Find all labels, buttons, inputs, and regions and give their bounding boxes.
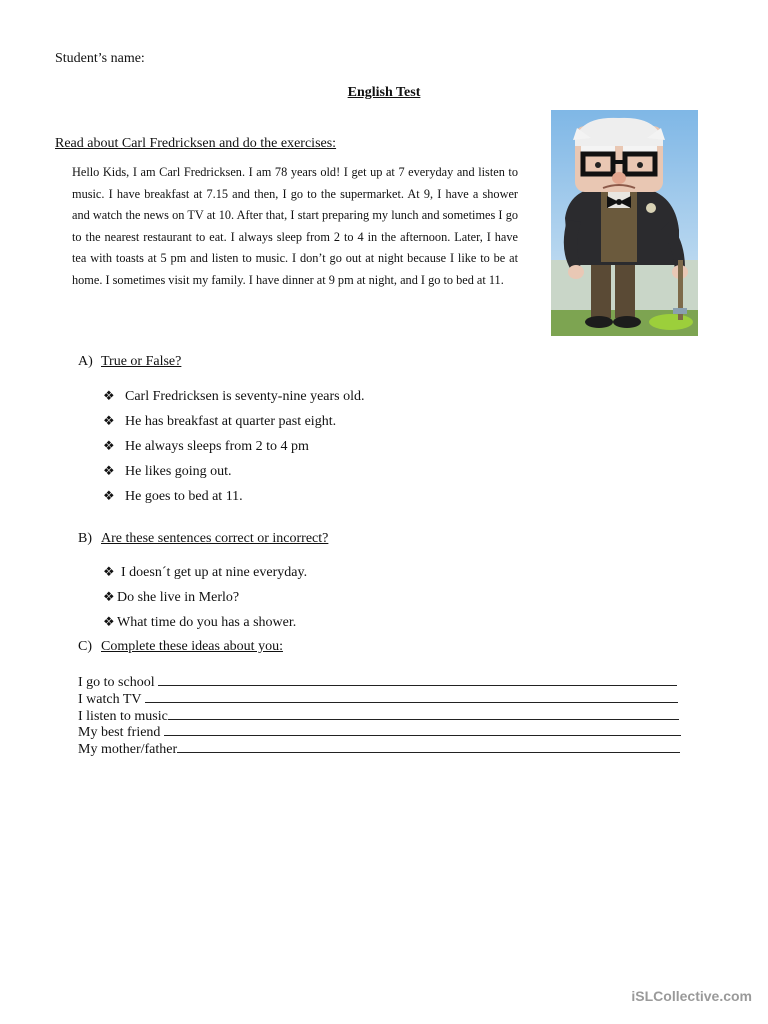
section-b-title: Are these sentences correct or incorrect? xyxy=(101,531,329,546)
reading-instruction: Read about Carl Fredricksen and do the exercises: xyxy=(55,136,337,151)
list-item: ❖ What time do you has a shower. xyxy=(103,614,297,630)
list-item: ❖ Carl Fredricksen is seventy-nine years old. xyxy=(103,388,365,404)
watermark: iSLCollective.com xyxy=(631,988,752,1004)
diamond-bullet-icon: ❖ xyxy=(103,463,115,478)
list-item: ❖ Do she live in Merlo? xyxy=(103,589,240,605)
list-item: ❖ He goes to bed at 11. xyxy=(103,488,243,504)
student-name-label: Student’s name: xyxy=(55,51,145,66)
list-item: ❖ I doesn´t get up at nine everyday. xyxy=(103,564,308,580)
diamond-bullet-icon: ❖ xyxy=(103,488,115,503)
diamond-bullet-icon: ❖ xyxy=(103,614,115,629)
list-item: ❖ He has breakfast at quarter past eight. xyxy=(103,413,337,429)
section-c-letter: C) xyxy=(78,639,92,654)
section-a-title: True or False? xyxy=(101,354,182,369)
diamond-bullet-icon: ❖ xyxy=(103,413,115,428)
answer-blank[interactable] xyxy=(158,673,677,686)
page-title: English Test xyxy=(347,85,421,100)
diamond-bullet-icon: ❖ xyxy=(103,589,115,604)
section-c-title: Complete these ideas about you: xyxy=(101,639,283,654)
diamond-bullet-icon: ❖ xyxy=(103,388,115,403)
fill-in-row: I go to school xyxy=(78,673,677,691)
answer-blank[interactable] xyxy=(164,723,681,736)
answer-blank[interactable] xyxy=(177,740,680,753)
diamond-bullet-icon: ❖ xyxy=(103,564,115,579)
section-a-letter: A) xyxy=(78,354,93,369)
section-b-letter: B) xyxy=(78,531,92,546)
fill-in-row: My mother/father xyxy=(78,740,680,758)
list-item: ❖ He likes going out. xyxy=(103,463,232,479)
reading-passage: Hello Kids, I am Carl Fredricksen. I am 78 years old! I get up at 7 everyday and listen to music. I have breakfast at 7.15 and then, I go to the supermarket. At 9, I have a shower and watch the news on TV at 10. After that, I start preparing my lunch and sometimes I go to the nearest restaurant to eat. I always sleep from 2 to 4 in the afternoon. Later, I have tea with toasts at 5 pm and listen to music. I don’t go out at night because I like to be at home. I sometimes visit my family. I have dinner at 9 pm at night, and I go to bed at 11. xyxy=(72,165,518,287)
fill-in-row: I listen to music xyxy=(78,707,679,725)
section-b-heading xyxy=(78,531,328,547)
list-item: ❖ He always sleeps from 2 to 4 pm xyxy=(103,438,309,454)
fill-in-row: I watch TV xyxy=(78,690,678,708)
answer-blank[interactable] xyxy=(145,690,678,703)
fill-in-row: My best friend xyxy=(78,723,681,741)
section-c-heading xyxy=(78,639,283,655)
section-a-heading xyxy=(78,354,181,370)
diamond-bullet-icon: ❖ xyxy=(103,438,115,453)
carl-fredricksen-picture xyxy=(551,110,698,336)
answer-blank[interactable] xyxy=(168,707,679,720)
